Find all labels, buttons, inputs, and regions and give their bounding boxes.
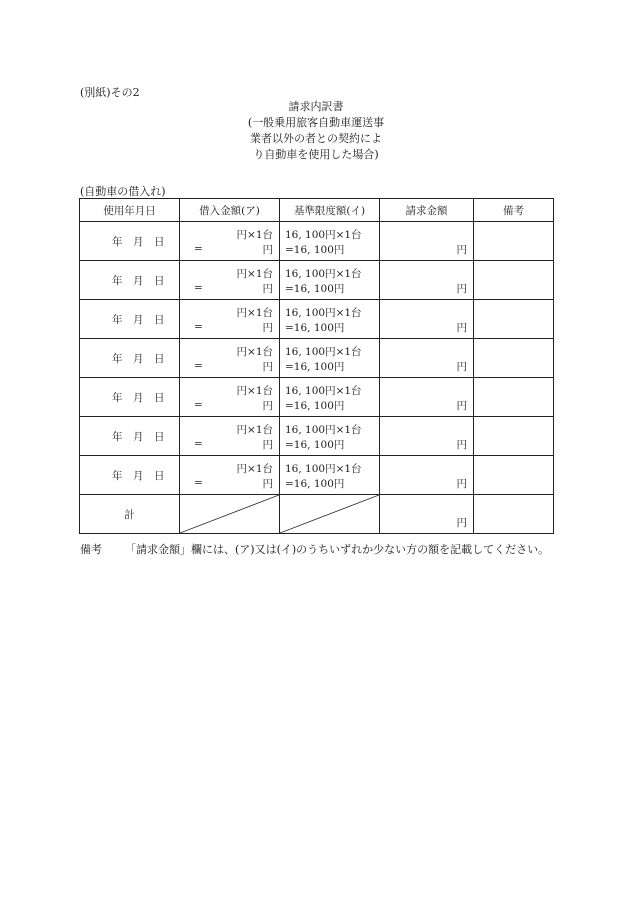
limit-result: =16, 100円 <box>285 400 345 412</box>
document-label: (別紙)その2 <box>80 86 140 99</box>
borrow-amount-cell[interactable] <box>180 339 280 378</box>
request-amount-cell[interactable] <box>380 456 474 495</box>
amount-per-car: 円×1台 <box>236 268 273 280</box>
limit-result: =16, 100円 <box>285 478 345 490</box>
borrow-amount-cell[interactable] <box>180 417 280 456</box>
remarks-cell[interactable] <box>474 456 554 495</box>
limit-result: =16, 100円 <box>285 361 345 373</box>
remarks-cell[interactable] <box>474 261 554 300</box>
column-header-borrow-amount: 借入金額(ア) <box>180 199 280 222</box>
date-placeholder: 年 月 日 <box>112 431 165 443</box>
limit-amount-cell <box>280 222 380 261</box>
column-header-remarks: 備考 <box>474 199 554 222</box>
limit-result: =16, 100円 <box>285 439 345 451</box>
remarks-cell[interactable] <box>474 222 554 261</box>
remarks-cell[interactable] <box>474 378 554 417</box>
table-row <box>80 456 554 495</box>
borrow-amount-cell[interactable] <box>180 222 280 261</box>
document-title: 請求内訳書 <box>288 100 344 113</box>
amount-per-car: 円×1台 <box>236 463 273 475</box>
amount-equals: = <box>194 399 203 411</box>
amount-yen-unit: 円 <box>262 361 273 373</box>
title-block <box>236 99 396 163</box>
request-yen-unit: 円 <box>456 244 467 256</box>
date-cell[interactable] <box>80 417 180 456</box>
table-row <box>80 261 554 300</box>
amount-equals: = <box>194 282 203 294</box>
total-borrow-amount-crossed <box>180 495 280 534</box>
request-yen-unit: 円 <box>456 517 467 529</box>
footnote-body: 「請求金額」欄には、(ア)又は(イ)のうちいずれか少ない方の額を記載してください。 <box>125 543 550 556</box>
date-cell[interactable] <box>80 261 180 300</box>
limit-amount-cell <box>280 339 380 378</box>
request-yen-unit: 円 <box>456 283 467 295</box>
date-placeholder: 年 月 日 <box>112 236 165 248</box>
table-row <box>80 300 554 339</box>
column-header-request-amount: 請求金額 <box>380 199 474 222</box>
amount-yen-unit: 円 <box>262 439 273 451</box>
total-remarks-cell[interactable] <box>474 495 554 534</box>
amount-yen-unit: 円 <box>262 283 273 295</box>
amount-equals: = <box>194 438 203 450</box>
date-placeholder: 年 月 日 <box>112 275 165 287</box>
request-amount-cell[interactable] <box>380 417 474 456</box>
table-row <box>80 339 554 378</box>
table-row <box>80 417 554 456</box>
borrow-amount-cell[interactable] <box>180 300 280 339</box>
limit-amount-cell <box>280 417 380 456</box>
request-yen-unit: 円 <box>456 478 467 490</box>
footnote-heading: 備考 <box>80 543 102 556</box>
amount-equals: = <box>194 243 203 255</box>
total-row <box>80 495 554 534</box>
amount-per-car: 円×1台 <box>236 385 273 397</box>
limit-formula: 16, 100円×1台 <box>285 268 362 280</box>
subtitle-line: (一般乗用旅客自動車運送事 <box>247 116 385 129</box>
amount-equals: = <box>194 477 203 489</box>
total-label: 計 <box>80 495 180 534</box>
request-amount-cell[interactable] <box>380 300 474 339</box>
limit-formula: 16, 100円×1台 <box>285 229 362 241</box>
limit-amount-cell <box>280 300 380 339</box>
remarks-cell[interactable] <box>474 300 554 339</box>
table-header-row <box>80 199 554 222</box>
limit-formula: 16, 100円×1台 <box>285 307 362 319</box>
table-row <box>80 378 554 417</box>
limit-formula: 16, 100円×1台 <box>285 385 362 397</box>
request-breakdown-table <box>79 198 554 534</box>
limit-amount-cell <box>280 456 380 495</box>
request-amount-cell[interactable] <box>380 378 474 417</box>
amount-yen-unit: 円 <box>262 244 273 256</box>
request-yen-unit: 円 <box>456 322 467 334</box>
request-yen-unit: 円 <box>456 400 467 412</box>
limit-formula: 16, 100円×1台 <box>285 346 362 358</box>
column-header-date: 使用年月日 <box>80 199 180 222</box>
request-amount-cell[interactable] <box>380 261 474 300</box>
date-placeholder: 年 月 日 <box>112 392 165 404</box>
limit-amount-cell <box>280 261 380 300</box>
limit-result: =16, 100円 <box>285 283 345 295</box>
total-limit-amount-crossed <box>280 495 380 534</box>
limit-amount-cell <box>280 378 380 417</box>
amount-per-car: 円×1台 <box>236 307 273 319</box>
section-caption: (自動車の借入れ) <box>80 185 166 198</box>
subtitle-line: 業者以外の者との契約によ <box>250 132 382 145</box>
amount-equals: = <box>194 360 203 372</box>
table-row <box>80 222 554 261</box>
date-cell[interactable] <box>80 339 180 378</box>
diagonal-strike <box>280 495 379 533</box>
date-placeholder: 年 月 日 <box>112 353 165 365</box>
limit-formula: 16, 100円×1台 <box>285 463 362 475</box>
date-cell[interactable] <box>80 378 180 417</box>
diagonal-strike <box>180 495 279 533</box>
amount-yen-unit: 円 <box>262 322 273 334</box>
borrow-amount-cell[interactable] <box>180 261 280 300</box>
request-amount-cell[interactable] <box>380 339 474 378</box>
amount-yen-unit: 円 <box>262 478 273 490</box>
amount-yen-unit: 円 <box>262 400 273 412</box>
limit-result: =16, 100円 <box>285 322 345 334</box>
limit-formula: 16, 100円×1台 <box>285 424 362 436</box>
remarks-cell[interactable] <box>474 417 554 456</box>
amount-per-car: 円×1台 <box>236 346 273 358</box>
amount-equals: = <box>194 321 203 333</box>
request-yen-unit: 円 <box>456 361 467 373</box>
date-cell[interactable] <box>80 222 180 261</box>
remarks-cell[interactable] <box>474 339 554 378</box>
column-header-limit-amount: 基準限度額(イ) <box>280 199 380 222</box>
subtitle-line: り自動車を使用した場合) <box>253 148 379 161</box>
total-request-amount-cell[interactable] <box>380 495 474 534</box>
date-cell[interactable] <box>80 456 180 495</box>
date-placeholder: 年 月 日 <box>112 470 165 482</box>
borrow-amount-cell[interactable] <box>180 378 280 417</box>
request-amount-cell[interactable] <box>380 222 474 261</box>
date-placeholder: 年 月 日 <box>112 314 165 326</box>
amount-per-car: 円×1台 <box>236 229 273 241</box>
date-cell[interactable] <box>80 300 180 339</box>
borrow-amount-cell[interactable] <box>180 456 280 495</box>
amount-per-car: 円×1台 <box>236 424 273 436</box>
request-yen-unit: 円 <box>456 439 467 451</box>
limit-result: =16, 100円 <box>285 244 345 256</box>
